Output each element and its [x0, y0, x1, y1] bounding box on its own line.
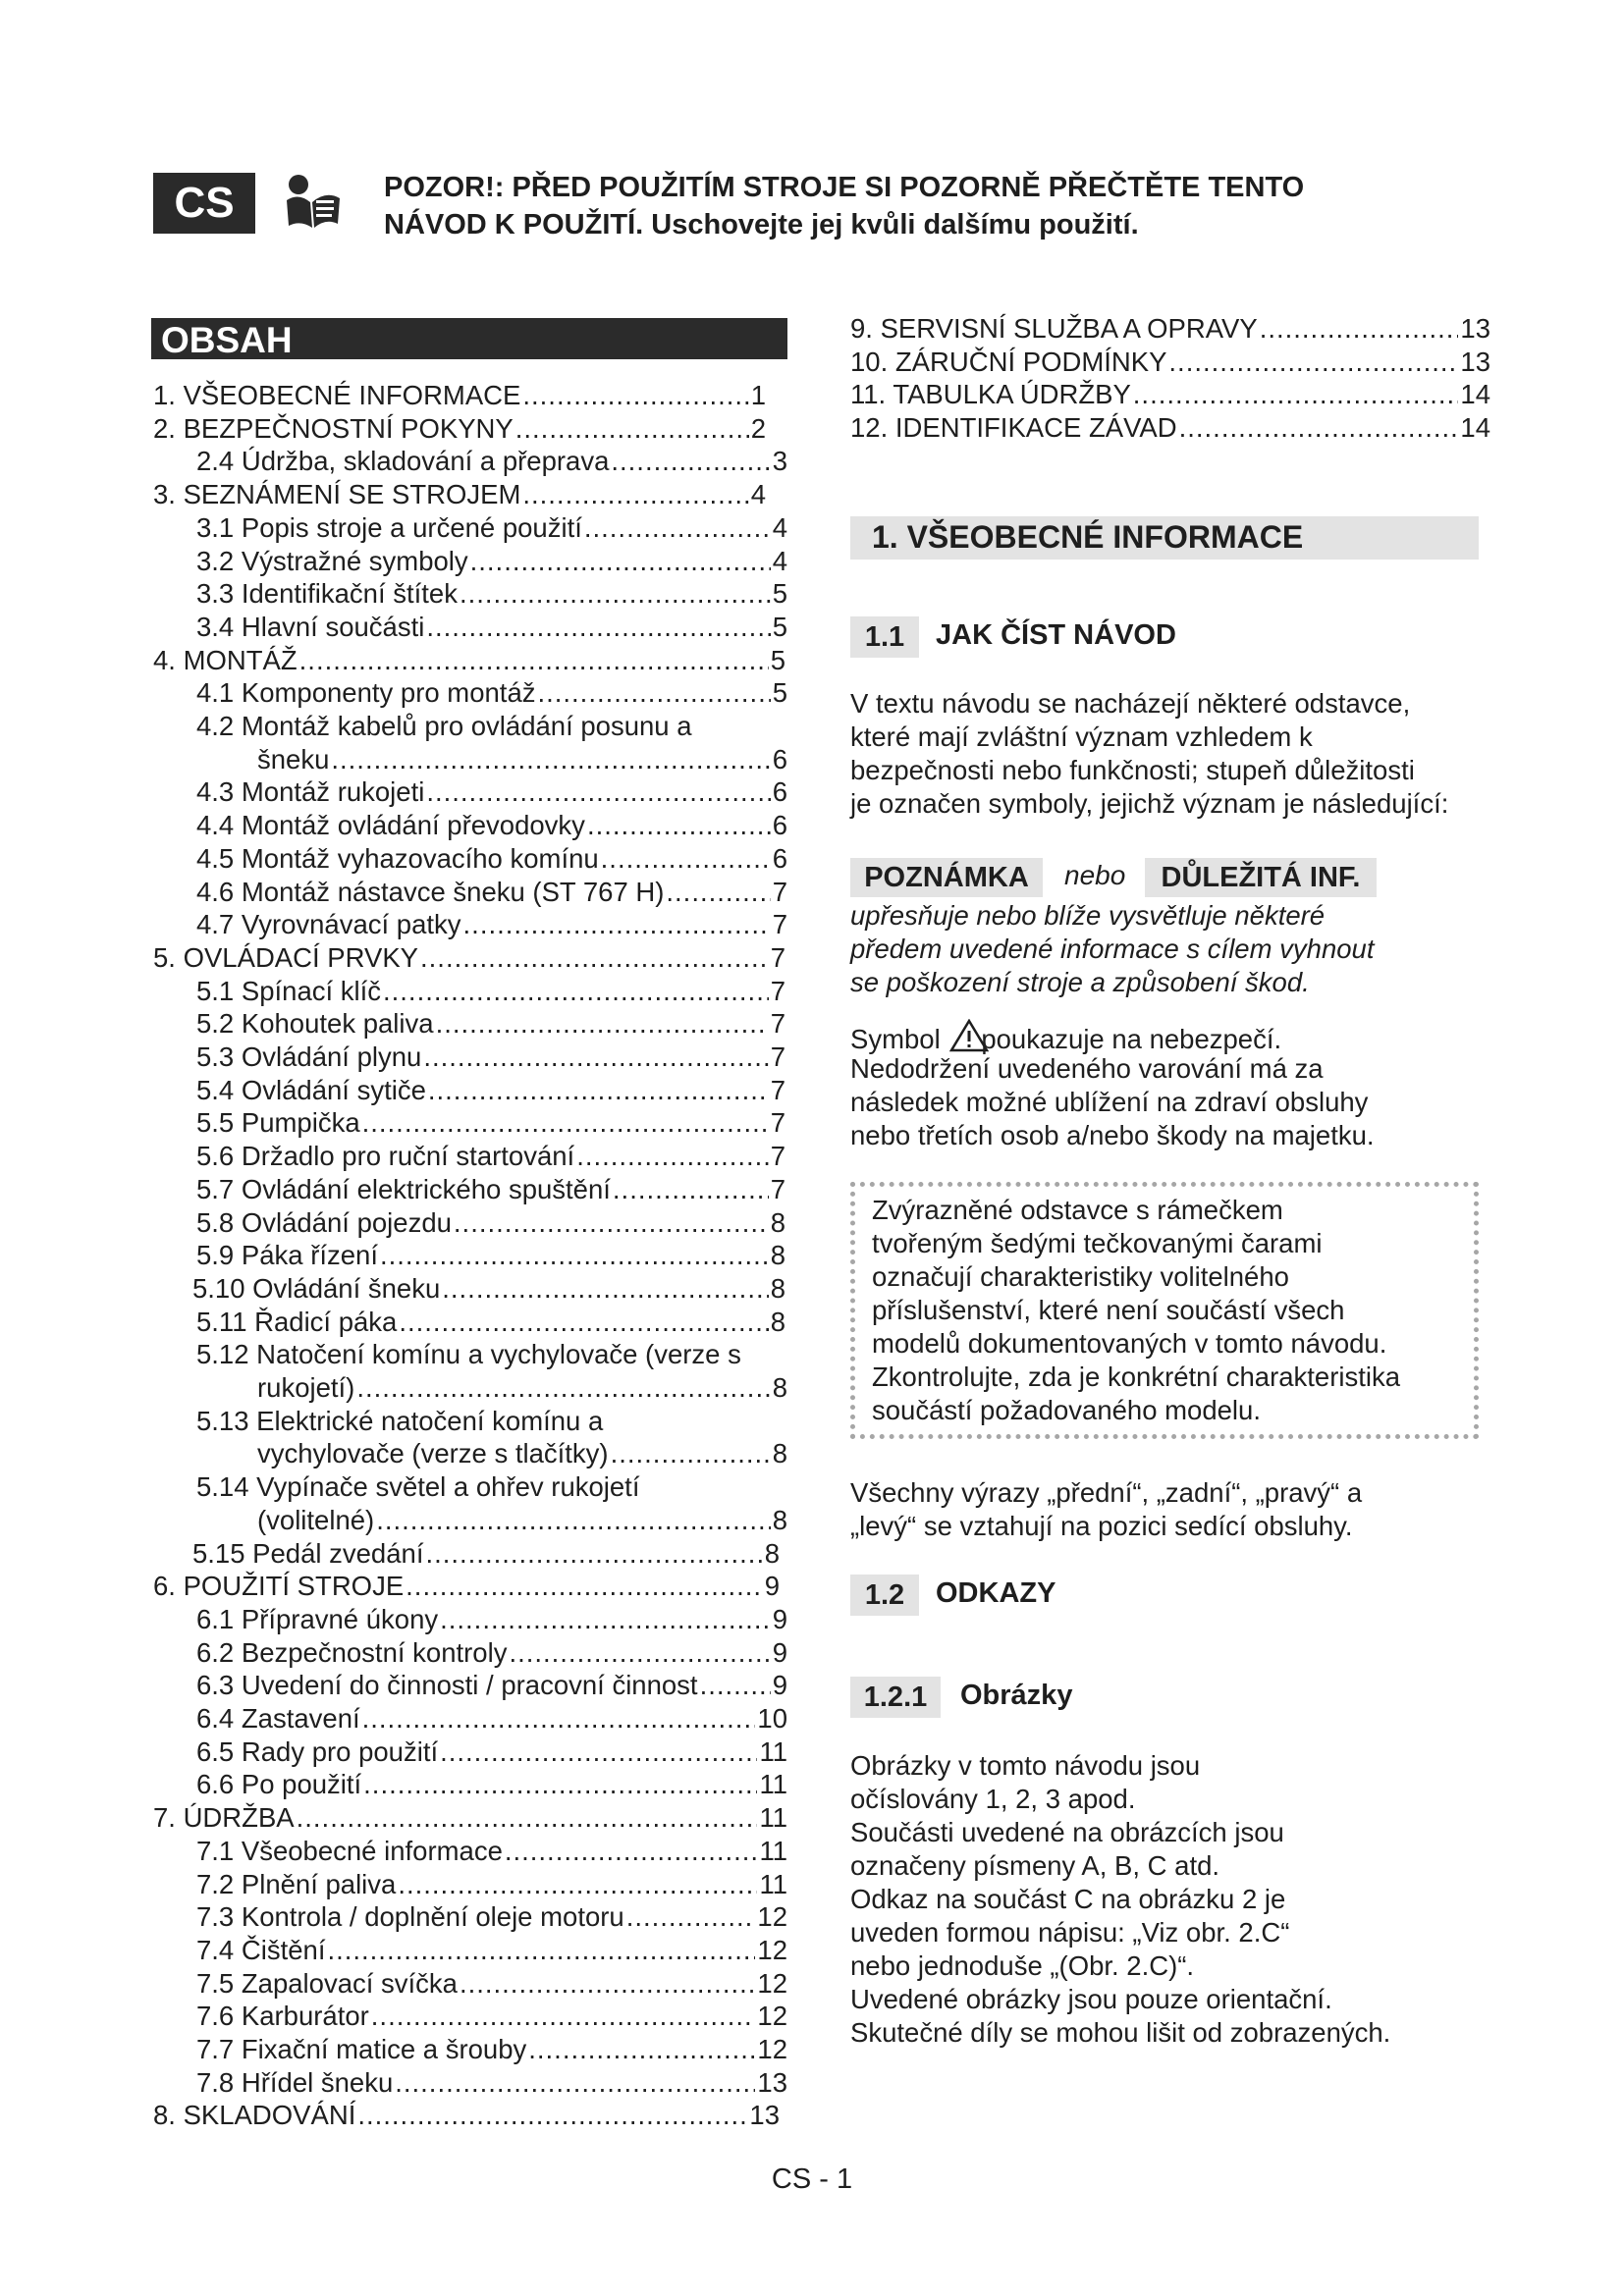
toc-entry	[196, 1934, 787, 1967]
toc-entry	[192, 1272, 785, 1306]
toc-entry-label: 5.8 Ovládání pojezdu	[196, 1206, 452, 1238]
toc-leader-dots	[611, 1437, 771, 1470]
toc-entry-label: 6.4 Zastavení	[196, 1703, 360, 1734]
toc-entry	[196, 1669, 787, 1702]
toc-entry-page: 7	[770, 975, 785, 1006]
toc-entry	[196, 445, 787, 478]
toc-entry-label: 6.1 Přípravné úkony	[196, 1603, 439, 1634]
box-line: součástí požadovaného modelu.	[872, 1395, 1261, 1425]
toc-entry	[196, 1041, 785, 1074]
toc-entry-label: 7.6 Karburátor	[196, 2001, 369, 2032]
toc-leader-dots	[587, 809, 771, 842]
toc-entry	[257, 1371, 787, 1405]
toc-entry	[196, 1868, 787, 1901]
toc-entry-page: 5	[772, 578, 787, 610]
warning-line-2: NÁVOD K POUŽITÍ. Uschovejte jej kvůli dalšímu použití.	[384, 209, 1139, 240]
toc-entry-label: 5.6 Držadlo pro ruční startování	[196, 1141, 575, 1172]
toc-entry	[153, 1801, 787, 1835]
toc-entry	[257, 743, 787, 776]
toc-entry-page: 8	[770, 1206, 785, 1238]
toc-entry-label: 6. POUŽITÍ STROJE	[153, 1571, 405, 1602]
toc-entry	[153, 478, 766, 511]
toc-entry-page: 9	[764, 1571, 780, 1602]
toc-entry-page: 14	[1460, 379, 1490, 410]
toc-entry-page: 2	[750, 412, 766, 444]
toc-leader-dots	[363, 1768, 757, 1801]
toc-leader-dots	[505, 1835, 758, 1868]
toc-entry-page: 14	[1460, 412, 1490, 444]
toc-entry	[196, 1007, 785, 1041]
box-line: Zkontrolujte, zda je konkrétní charakteristika	[872, 1362, 1401, 1392]
toc-entry-label: 7.8 Hřídel šneku	[196, 2066, 394, 2098]
toc-entry	[196, 611, 787, 644]
toc-entry-label: 3.3 Identifikační štítek	[196, 578, 458, 610]
toc-entry	[153, 412, 766, 446]
section-1-2-1-number: 1.2.1	[850, 1677, 941, 1718]
toc-entry-page: 5	[770, 644, 785, 675]
toc-leader-dots	[601, 842, 771, 876]
warning-line-1: POZOR!: PŘED POUŽITÍM STROJE SI POZORNĚ PŘEČTĚTE TENTO	[384, 172, 1305, 203]
toc-entry	[196, 1239, 785, 1272]
figures-line: uveden formou nápisu: „Viz obr. 2.C“	[850, 1917, 1290, 1948]
toc-entry-label: 4.3 Montáž rukojeti	[196, 776, 425, 808]
toc-leader-dots	[297, 1801, 758, 1835]
toc-entry	[196, 2000, 787, 2033]
important-tag: DŮLEŽITÁ INF.	[1145, 858, 1377, 897]
figures-line: Součásti uvedené na obrázcích jsou	[850, 1817, 1284, 1847]
toc-entry-label: 5.1 Spínací klíč	[196, 975, 382, 1006]
page-number: CS - 1	[771, 2163, 853, 2195]
toc-entry-page: 7	[770, 1141, 785, 1172]
toc-leader-dots	[470, 545, 771, 578]
toc-entry	[257, 1504, 787, 1537]
toc-entry-label: 5.10 Ovládání šneku	[192, 1272, 441, 1304]
toc-entry-page: 10	[757, 1703, 787, 1734]
toc-entry-page: 6	[772, 776, 787, 808]
figures-line: nebo jednoduše „(Obr. 2.C)“.	[850, 1950, 1195, 1981]
toc-entry-page: 13	[757, 2066, 787, 2098]
toc-leader-dots	[356, 1371, 770, 1405]
toc-leader-dots	[362, 1106, 769, 1140]
toc-leader-dots	[515, 412, 749, 446]
intro-line: které mají zvláštní význam vzhledem k	[850, 721, 1313, 752]
toc-entry-label: 7.7 Fixační matice a šrouby	[196, 2034, 527, 2064]
or-word: nebo	[1064, 860, 1126, 890]
toc-entry-page: 4	[750, 479, 766, 510]
toc-entry-label: 7.3 Kontrola / doplnění oleje motoru	[196, 1901, 624, 1933]
toc-heading: OBSAH	[161, 320, 293, 360]
box-line: modelů dokumentovaných v tomto návodu.	[872, 1328, 1387, 1359]
toc-leader-dots	[327, 1934, 755, 1967]
toc-entry-label: 7.5 Zapalovací svíčka	[196, 1967, 458, 1999]
box-line: tvořeným šedými tečkovanými čarami	[872, 1228, 1323, 1258]
toc-entry	[196, 1140, 785, 1173]
toc-entry-page: 7	[770, 1173, 785, 1204]
toc-leader-dots	[399, 1306, 768, 1339]
toc-entry	[850, 411, 1490, 445]
toc-entry	[192, 1537, 780, 1571]
toc-entry	[196, 1074, 785, 1107]
toc-leader-dots	[436, 1007, 769, 1041]
toc-entry-label: 3. SEZNÁMENÍ SE STROJEM	[153, 479, 521, 510]
toc-entry-label: 5.11 Řadicí páka	[196, 1306, 398, 1337]
toc-entry	[196, 775, 787, 809]
danger-line: Nedodržení uvedeného varování má za	[850, 1053, 1324, 1084]
toc-leader-dots	[522, 379, 748, 412]
toc-entry-label: 4.7 Vyrovnávací patky	[196, 909, 461, 940]
danger-line: následek možné ublížení na zdraví obsluhy	[850, 1087, 1369, 1117]
toc-leader-dots	[700, 1669, 771, 1702]
danger-text	[850, 1052, 1498, 1152]
note-tag: POZNÁMKA	[850, 858, 1043, 897]
toc-entry-page: 12	[757, 1967, 787, 1999]
toc-leader-dots	[537, 676, 770, 710]
language-badge: CS	[153, 173, 255, 234]
toc-leader-dots	[299, 644, 769, 677]
toc-entry	[196, 676, 787, 710]
toc-entry-label: 5. OVLÁDACÍ PRVKY	[153, 941, 419, 973]
toc-entry-page: 7	[770, 941, 785, 973]
toc-entry-label: 7. ÚDRŽBA	[153, 1802, 295, 1834]
toc-entry-label: 4.6 Montáž nástavce šneku (ST 767 H)	[196, 876, 665, 907]
toc-entry-page: 12	[757, 1901, 787, 1933]
toc-entry	[196, 1900, 787, 1934]
toc-entry-label: 7.4 Čištění	[196, 1934, 326, 1965]
toc-entry-page: 7	[770, 1041, 785, 1072]
section-1-2-1-title: Obrázky	[960, 1680, 1073, 1711]
toc-entry-label: 10. ZÁRUČNÍ PODMÍNKY	[850, 346, 1167, 377]
toc-entry: 4.2 Montáž kabelů pro ovládání posunu a	[196, 711, 692, 741]
safety-warning	[384, 169, 1366, 243]
toc-entry-page: 8	[770, 1240, 785, 1271]
danger-line: nebo třetích osob a/nebo škody na majetku.	[850, 1120, 1375, 1150]
toc-entry: 5.12 Natočení komínu a vychylovače (verze s	[196, 1339, 741, 1370]
toc-entry-page: 6	[772, 842, 787, 874]
toc-entry	[196, 975, 785, 1008]
toc-leader-dots	[626, 1900, 756, 1934]
box-line: Zvýrazněné odstavce s rámečkem	[872, 1195, 1283, 1225]
toc-leader-dots	[613, 1173, 769, 1206]
toc-entry-page: 6	[772, 810, 787, 841]
directions-line: „levý“ se vztahují na pozici sedící obsluhy.	[850, 1511, 1353, 1541]
section-1-1-title: JAK ČÍST NÁVOD	[936, 619, 1176, 651]
intro-line: je označen symboly, jejichž význam je následující:	[850, 788, 1449, 819]
toc-leader-dots	[509, 1636, 770, 1670]
toc-entry-label: 6.6 Po použití	[196, 1769, 362, 1800]
toc-entry-label: 8. SKLADOVÁNÍ	[153, 2100, 356, 2131]
toc-leader-dots	[331, 743, 770, 776]
toc-leader-dots	[611, 445, 770, 478]
toc-entry-page: 8	[770, 1272, 785, 1304]
toc-entry-page: 3	[772, 446, 787, 477]
toc-entry	[196, 1106, 785, 1140]
toc-leader-dots	[584, 511, 771, 545]
toc-entry-label: 2. BEZPEČNOSTNÍ POKYNY	[153, 412, 514, 444]
figures-line: Obrázky v tomto návodu jsou	[850, 1750, 1201, 1781]
note-text	[850, 899, 1498, 999]
section-1-title: 1. VŠEOBECNÉ INFORMACE	[872, 519, 1304, 555]
section-1-2-number: 1.2	[850, 1575, 919, 1616]
toc-leader-dots	[440, 1603, 771, 1636]
toc-entry	[196, 876, 787, 909]
figures-line: očíslovány 1, 2, 3 apod.	[850, 1784, 1136, 1814]
toc-entry-page: 7	[770, 1107, 785, 1139]
symbol-word: Symbol	[850, 1024, 941, 1054]
section-1-1-number: 1.1	[850, 616, 919, 658]
toc-heading-bar	[151, 318, 787, 359]
toc-leader-dots	[426, 611, 770, 644]
toc-entry	[196, 1206, 785, 1240]
toc-leader-dots	[376, 1504, 770, 1537]
toc-entry	[196, 1173, 785, 1206]
toc-entry	[196, 1306, 785, 1339]
directions-line: Všechny výrazy „přední“, „zadní“, „pravý“ a	[850, 1477, 1363, 1508]
toc-entry-label: 6.5 Rady pro použití	[196, 1735, 439, 1767]
toc-entry-page: 11	[759, 1868, 787, 1899]
toc-entry-label: 4. MONTÁŽ	[153, 644, 298, 675]
toc-entry-page: 11	[759, 1735, 787, 1767]
toc-entry-page: 11	[759, 1769, 787, 1800]
toc-entry-label: 5.4 Ovládání sytiče	[196, 1074, 426, 1105]
figures-line: Uvedené obrázky jsou pouze orientační.	[850, 1984, 1332, 2014]
toc-leader-dots	[666, 876, 770, 909]
toc-entry-label: 3.4 Hlavní součásti	[196, 611, 425, 642]
toc-entry-label: 5.2 Kohoutek paliva	[196, 1008, 434, 1040]
figures-line: Odkaz na součást C na obrázku 2 je	[850, 1884, 1286, 1914]
toc-entry	[153, 2099, 780, 2132]
toc-entry	[153, 941, 785, 975]
toc-entry	[850, 378, 1490, 411]
toc-entry-page: 12	[757, 1934, 787, 1965]
toc-leader-dots	[426, 775, 770, 809]
toc-leader-dots	[425, 1537, 762, 1571]
toc-entry	[196, 577, 787, 611]
toc-entry-label: 6.3 Uvedení do činnosti / pracovní činnost	[196, 1670, 698, 1701]
toc-leader-dots	[460, 1967, 755, 2001]
toc-leader-dots	[442, 1272, 768, 1306]
toc-entry-label: 7.2 Plnění paliva	[196, 1868, 397, 1899]
toc-entry-label: 5.9 Páka řízení	[196, 1240, 378, 1271]
toc-entry	[196, 1603, 787, 1636]
toc-entry-label: šneku	[257, 743, 330, 774]
toc-entry-label: 5.15 Pedál zvedání	[192, 1537, 424, 1569]
toc-entry-page: 1	[750, 380, 766, 410]
toc-entry-label: 1. VŠEOBECNÉ INFORMACE	[153, 380, 521, 410]
toc-entry	[196, 545, 787, 578]
toc-entry-page: 11	[759, 1835, 787, 1866]
toc-entry-label: 5.5 Pumpička	[196, 1107, 360, 1139]
toc-leader-dots	[463, 908, 771, 941]
toc-entry-label: 7.1 Všeobecné informace	[196, 1835, 503, 1866]
toc-leader-dots	[406, 1570, 763, 1603]
toc-entry	[196, 1702, 787, 1735]
toc-entry-page: 4	[772, 545, 787, 576]
toc-entry-label: 2.4 Údržba, skladování a přeprava	[196, 446, 610, 477]
toc-entry-label: 5.3 Ovládání plynu	[196, 1041, 422, 1072]
figures-line: označeny písmeny A, B, C atd.	[850, 1850, 1220, 1881]
toc-entry	[196, 2066, 787, 2100]
note-line: se poškození stroje a způsobení škod.	[850, 967, 1310, 997]
toc-entry	[196, 2033, 787, 2066]
toc-entry	[196, 1768, 787, 1801]
box-line: příslušenství, které není součástí všech	[872, 1295, 1345, 1325]
toc-entry	[196, 1835, 787, 1868]
toc-entry	[196, 842, 787, 876]
toc-leader-dots	[1168, 346, 1458, 379]
toc-entry	[153, 644, 785, 677]
toc-entry-page: 13	[749, 2100, 780, 2131]
toc-entry-page: 6	[772, 743, 787, 774]
read-manual-icon	[277, 171, 346, 240]
toc-leader-dots	[1133, 378, 1459, 411]
toc-entry-label: 4.1 Komponenty pro montáž	[196, 677, 536, 709]
section-1-2-title: ODKAZY	[936, 1577, 1056, 1609]
toc-entry-page: 12	[757, 2001, 787, 2032]
toc-entry-label: 6.2 Bezpečnostní kontroly	[196, 1636, 508, 1668]
toc-entry	[196, 908, 787, 941]
toc-leader-dots	[420, 941, 769, 975]
toc-entry	[196, 1735, 787, 1769]
toc-entry-page: 13	[1460, 313, 1490, 344]
toc-leader-dots	[423, 1041, 768, 1074]
intro-line: V textu návodu se nacházejí některé odstavce,	[850, 688, 1411, 719]
toc-entry	[196, 511, 787, 545]
toc-entry-label: 4.5 Montáž vyhazovacího komínu	[196, 842, 599, 874]
toc-entry-label: 9. SERVISNÍ SLUŽBA A OPRAVY	[850, 313, 1258, 344]
toc-leader-dots	[1260, 312, 1459, 346]
toc-entry	[850, 312, 1490, 346]
toc-entry-page: 8	[772, 1504, 787, 1535]
toc-entry-page: 7	[770, 1074, 785, 1105]
figures-line: Skutečné díly se mohou lišit od zobrazených.	[850, 2017, 1391, 2048]
toc-entry: 5.13 Elektrické natočení komínu a	[196, 1405, 604, 1436]
toc-leader-dots	[576, 1140, 769, 1173]
toc-entry-page: 7	[772, 909, 787, 940]
toc-entry-label: 4.4 Montáž ovládání převodovky	[196, 810, 585, 841]
toc-entry-page: 9	[772, 1670, 787, 1701]
toc-entry-label: rukojetí)	[257, 1372, 355, 1403]
toc-entry-page: 7	[772, 876, 787, 907]
toc-entry-page: 12	[757, 2034, 787, 2064]
toc-entry-page: 9	[772, 1636, 787, 1668]
toc-leader-dots	[460, 577, 771, 611]
symbol-line	[850, 1019, 1498, 1056]
toc-entry-label: 12. IDENTIFIKACE ZÁVAD	[850, 412, 1177, 444]
toc-leader-dots	[398, 1868, 757, 1901]
toc-entry-label: 11. TABULKA ÚDRŽBY	[850, 379, 1131, 410]
toc-leader-dots	[454, 1206, 769, 1240]
toc-leader-dots	[1179, 411, 1459, 445]
directions-text	[850, 1476, 1498, 1543]
toc-leader-dots	[522, 478, 748, 511]
toc-entry-label: 5.7 Ovládání elektrického spuštění	[196, 1173, 611, 1204]
toc-entry-page: 4	[772, 511, 787, 543]
toc-leader-dots	[428, 1074, 769, 1107]
optional-feature-text	[872, 1194, 1471, 1427]
toc-entry-page: 11	[759, 1802, 787, 1834]
toc-entry-page: 8	[770, 1306, 785, 1337]
toc-leader-dots	[528, 2033, 755, 2066]
note-line: upřesňuje nebo blíže vysvětluje některé	[850, 900, 1326, 931]
toc-entry-page: 5	[772, 611, 787, 642]
toc-entry-page: 8	[772, 1372, 787, 1403]
toc-entry	[153, 1570, 780, 1603]
figures-text	[850, 1749, 1518, 2050]
toc-entry: 5.14 Vypínače světel a ohřev rukojetí	[196, 1471, 640, 1503]
toc-entry	[196, 1967, 787, 2001]
toc-leader-dots	[383, 975, 769, 1008]
toc-entry-label: 3.1 Popis stroje a určené použití	[196, 511, 582, 543]
intro-line: bezpečnosti nebo funkčnosti; stupeň důležitosti	[850, 755, 1415, 785]
toc-entry	[153, 379, 766, 412]
toc-entry	[850, 346, 1490, 379]
toc-entry-label: vychylovače (verze s tlačítky)	[257, 1438, 609, 1469]
toc-entry-page: 9	[772, 1603, 787, 1634]
toc-entry-page: 8	[772, 1438, 787, 1469]
toc-entry-page: 8	[764, 1537, 780, 1569]
toc-leader-dots	[357, 2099, 747, 2132]
toc-entry-page: 5	[772, 677, 787, 709]
note-line: předem uvedené informace s cílem vyhnout	[850, 934, 1375, 964]
toc-entry	[257, 1437, 787, 1470]
toc-entry-page: 13	[1460, 346, 1490, 377]
toc-leader-dots	[395, 2066, 755, 2100]
toc-leader-dots	[440, 1735, 757, 1769]
toc-leader-dots	[380, 1239, 769, 1272]
toc-entry	[196, 1636, 787, 1670]
toc-entry-page: 7	[770, 1008, 785, 1040]
toc-leader-dots	[362, 1702, 756, 1735]
toc-entry	[196, 809, 787, 842]
toc-entry-label: (volitelné)	[257, 1504, 375, 1535]
intro-paragraph	[850, 687, 1498, 821]
symbol-rest: poukazuje na nebezpečí.	[981, 1024, 1282, 1054]
toc-leader-dots	[371, 2000, 756, 2033]
toc-entry-label: 3.2 Výstražné symboly	[196, 545, 468, 576]
box-line: označují charakteristiky volitelného	[872, 1261, 1289, 1292]
